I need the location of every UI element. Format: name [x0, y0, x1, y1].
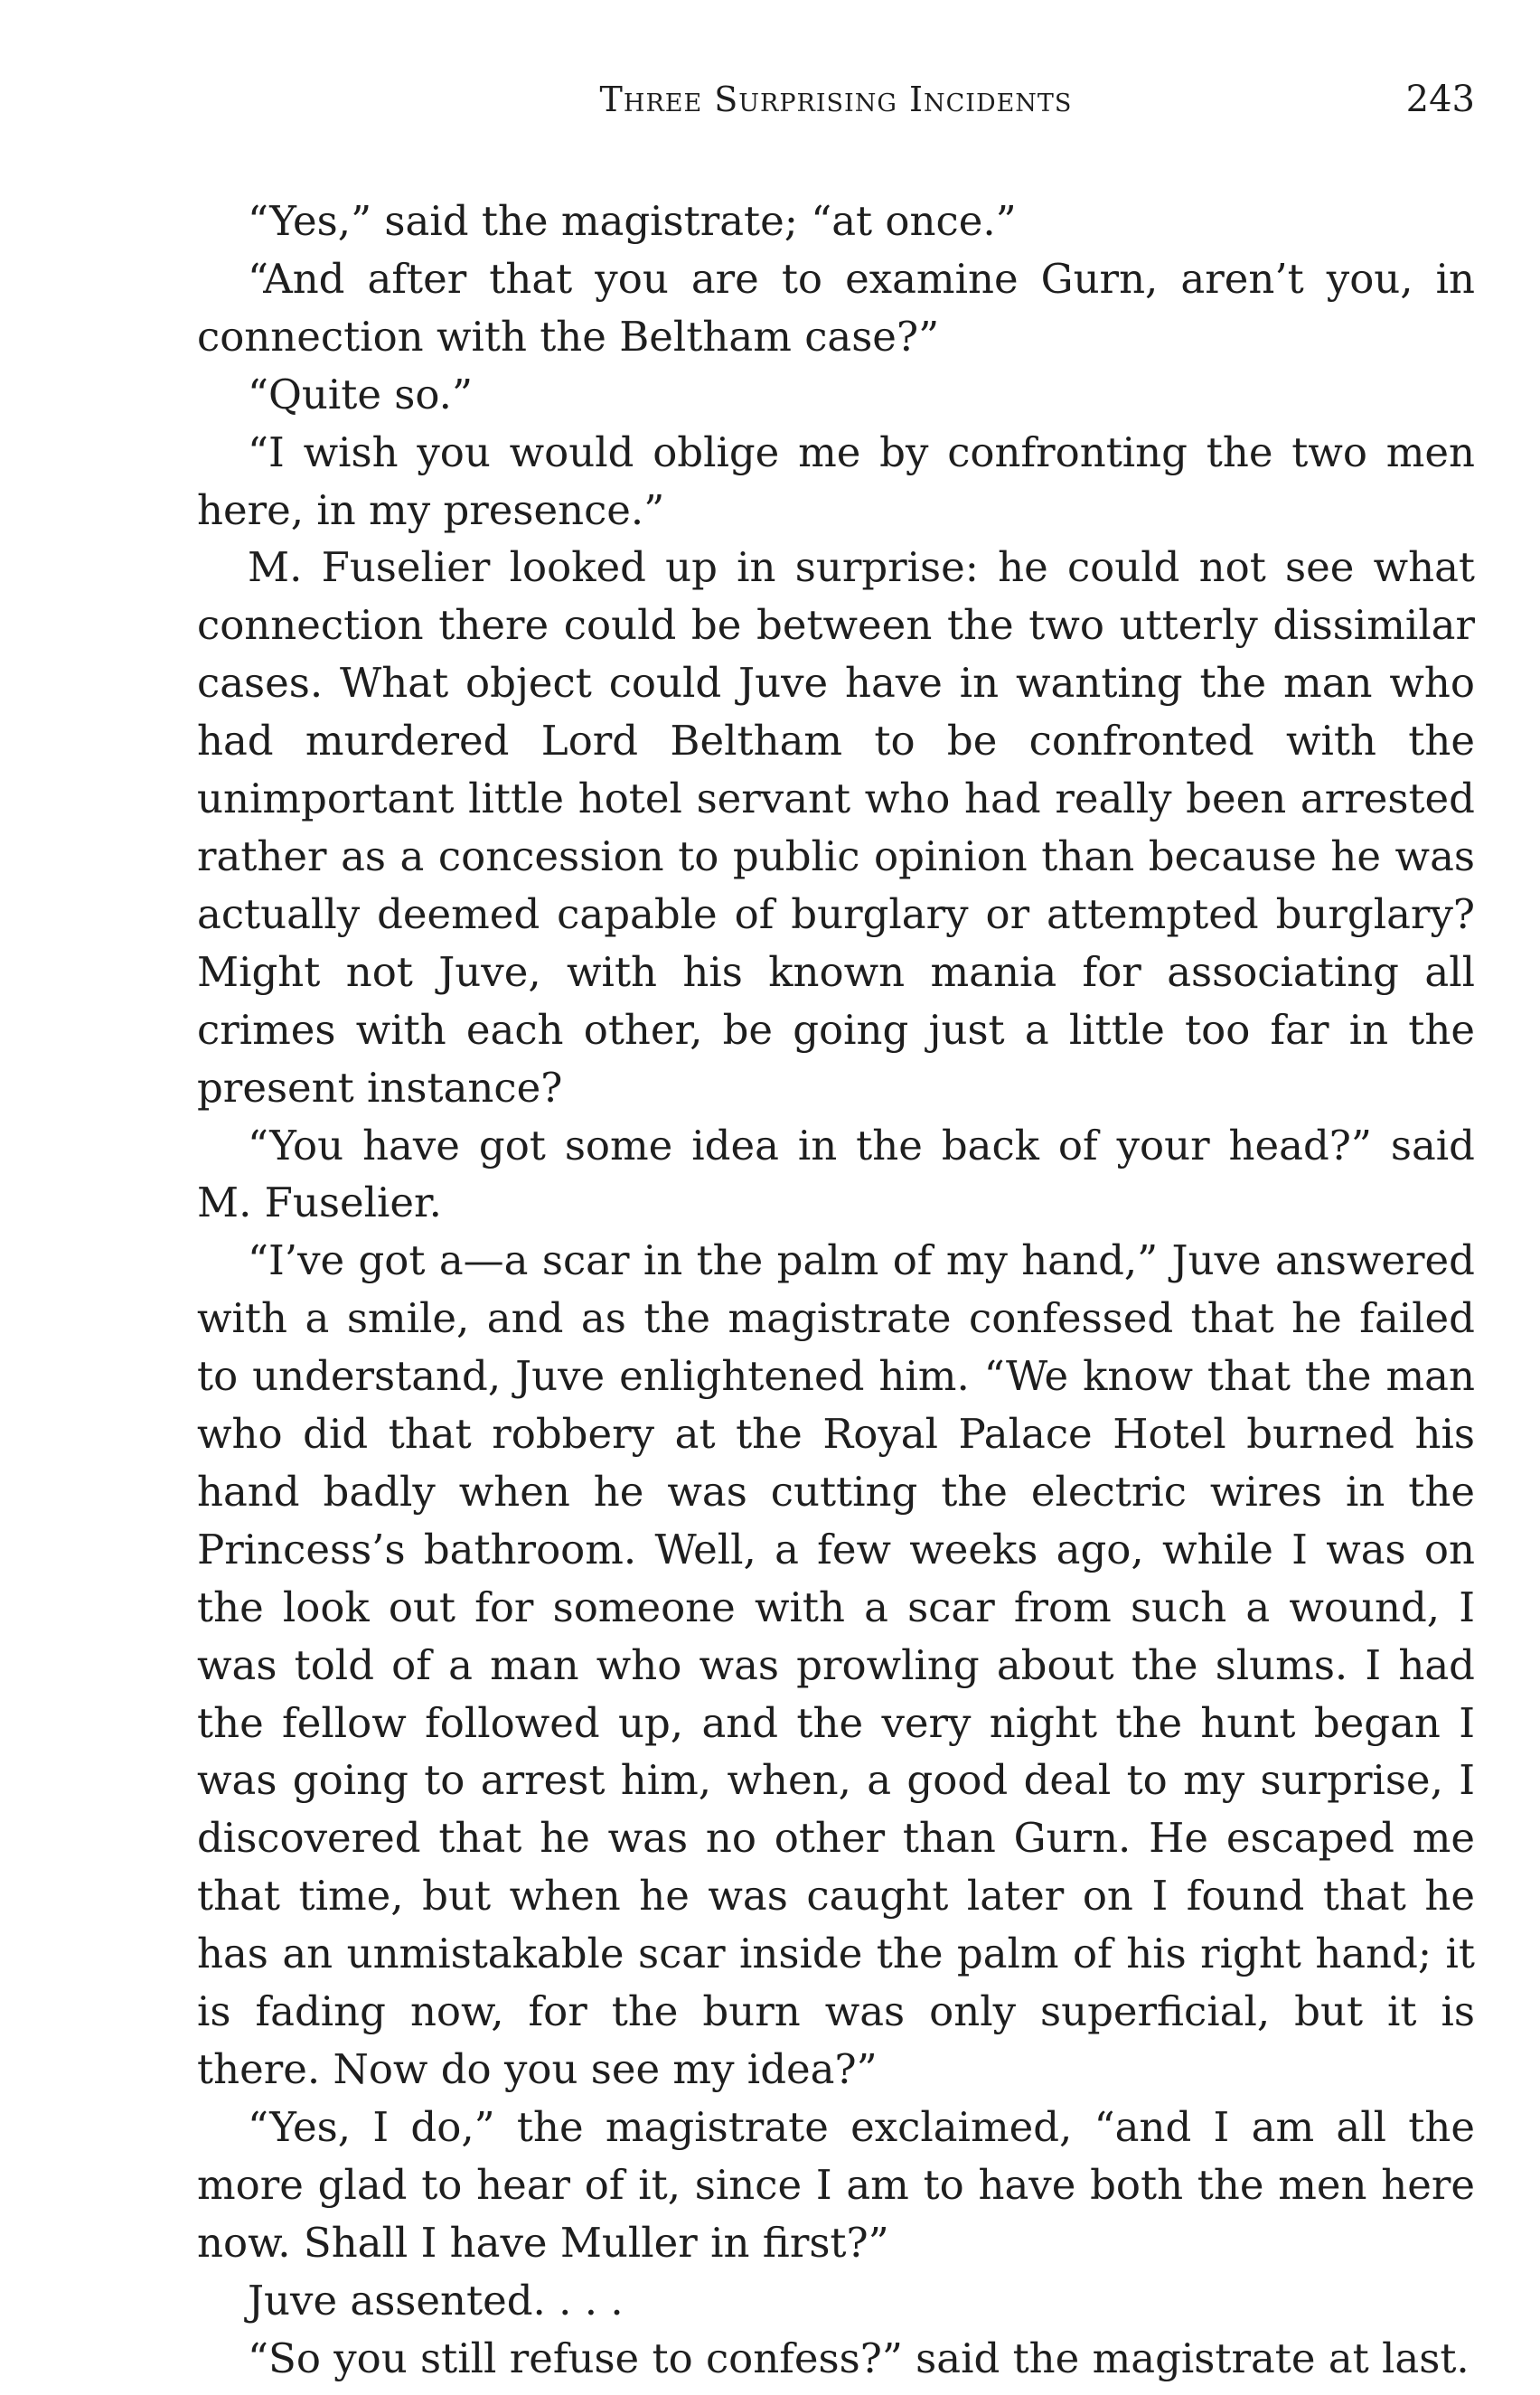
paragraph: “I’ve got a—a scar in the palm of my hand,” Juve answered with a smile, and as the magistrate confessed that he failed to understand, Juve enlightened him. “We know that the man who did that robbery at the Royal Palace Hotel burned his hand badly when he was cutting the electric wires in the Princess’s bathroom. Well, a few weeks ago, while I was on the look out for someone with a scar from such a wound, I was told of a man who was prowling about the slums. I had the fellow followed up, and the very night the hunt began I was going to arrest him, when, a good deal to my surprise, I discovered that he was no other than Gurn. He escaped me that time, but when he was caught later on I found that he has an unmistakable scar inside the palm of his right hand; it is fading now, for the burn was only superficial, but it is there. Now do you see my idea?”: [197, 1236, 1475, 2093]
paragraph: “And after that you are to examine Gurn, aren’t you, in connection with the Beltham case?”: [197, 254, 1475, 361]
paragraph: Juve assented. . . .: [248, 2276, 624, 2325]
paragraph: “So you still refuse to confess?” said the magistrate at last.: [248, 2334, 1470, 2382]
running-title: Three Surprising Incidents: [599, 80, 1073, 119]
paragraph: “Yes, I do,” the magistrate exclaimed, “and I am all the more glad to hear of it, since I am to have both the men here now. Shall I have Muller in first?”: [197, 2102, 1475, 2267]
paragraph: “Quite so.”: [248, 370, 473, 418]
paragraph: M. Fuselier looked up in surprise: he could not see what connection there could be between the two utterly dissimilar cases. What object could Juve have in wanting the man who had murdered Lord Beltham to be confronted with the unimportant little hotel servant who had really been arrested rather as a concession to public opinion than because he was actually deemed capable of burglary or attempted burglary? Might not Juve, with his known mania for associating all crimes with each other, be going just a little too far in the present instance?: [197, 543, 1475, 1112]
body-text: [197, 193, 1475, 2387]
paragraph: “Yes,” said the magistrate; “at once.”: [248, 197, 1017, 245]
running-head: [197, 72, 1475, 127]
paragraph: “You have got some idea in the back of your head?” said M. Fuselier.: [197, 1121, 1475, 1227]
paragraph: “I wish you would oblige me by confronting the two men here, in my presence.”: [197, 427, 1475, 534]
page-number: 243: [1405, 79, 1475, 120]
